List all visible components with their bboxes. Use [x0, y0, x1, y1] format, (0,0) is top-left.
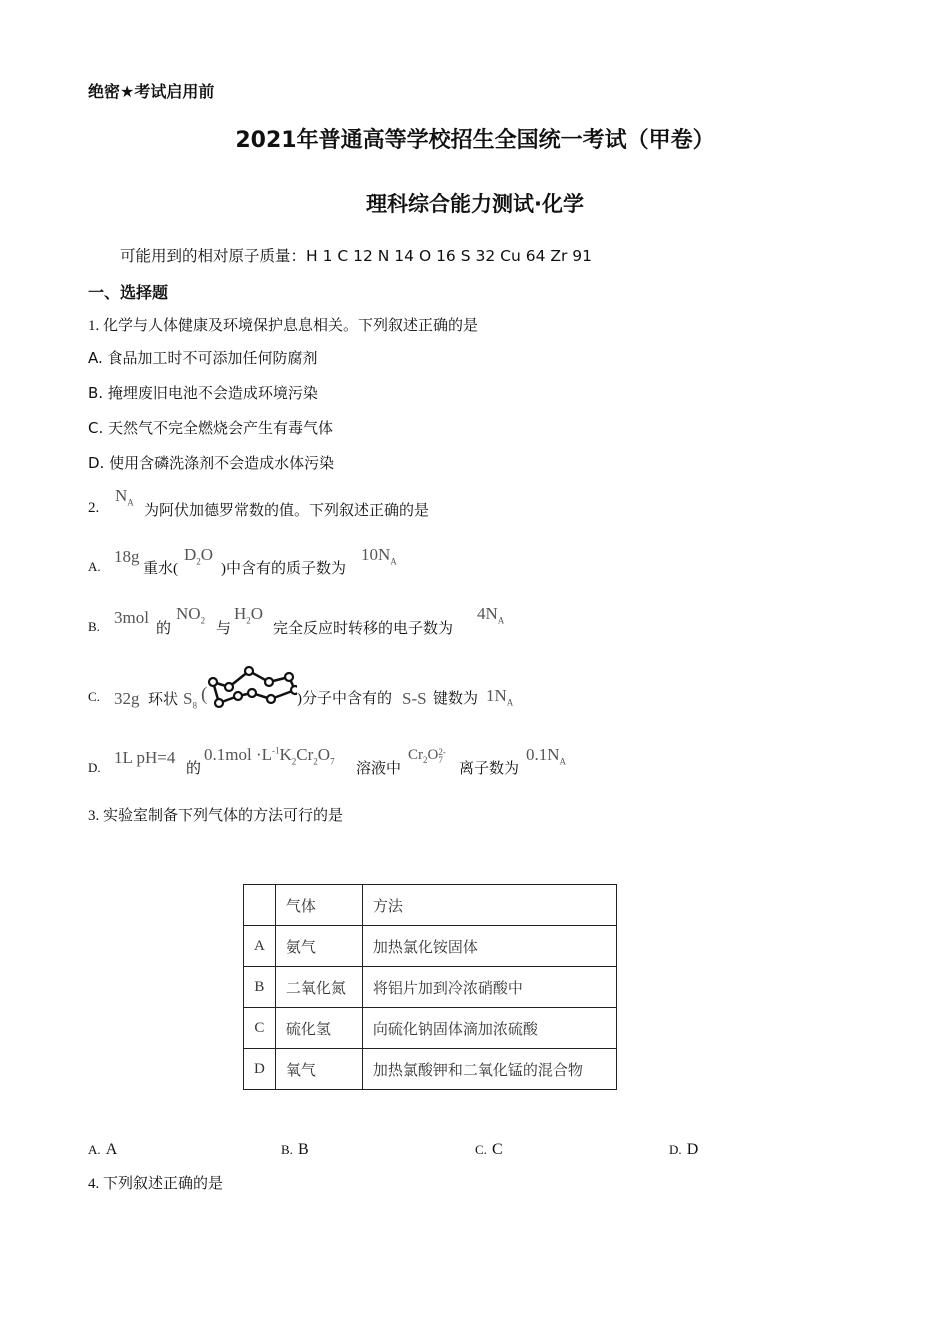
choice-label: C.: [475, 1142, 487, 1157]
q2-d-text3: 离子数为: [459, 761, 520, 777]
choice-value: C: [492, 1141, 503, 1158]
q2-b-text1: 的: [156, 621, 172, 637]
table-cell: 将铝片加到冷浓硝酸中: [362, 967, 616, 1008]
q2-c-text3: )分子中含有的: [297, 691, 392, 707]
q2-option-c-label: C.: [88, 689, 100, 704]
q2-a-d2o: $D_2O$: [184, 545, 214, 567]
secret-label: 绝密★考试启用前: [88, 82, 215, 101]
q2-c-value: $1N_A$: [486, 686, 514, 708]
table-row: [244, 1049, 617, 1090]
q3-stem: 3. 实验室制备下列气体的方法可行的是: [88, 808, 344, 824]
table-cell: 加热氯酸钾和二氧化锰的混合物: [362, 1049, 616, 1090]
exam-title: 2021年普通高等学校招生全国统一考试（甲卷）: [235, 128, 715, 153]
q2-number: 2.: [88, 500, 100, 516]
q2-d-value: $0.1N_A$: [526, 745, 567, 767]
option-label: B.: [88, 384, 104, 402]
q2-stem: 为阿伏加德罗常数的值。下列叙述正确的是: [144, 503, 430, 519]
q2-a-mass: 18g: [114, 547, 140, 566]
q2-c-mass: 32g: [114, 689, 140, 708]
option-text: 掩埋废旧电池不会造成环境污染: [107, 386, 318, 402]
choice-label: B.: [281, 1142, 293, 1157]
table-header-cell: 气体: [275, 885, 362, 926]
q2-b-text3: 完全反应时转移的电子数为: [273, 621, 454, 637]
q1-option-c: [88, 417, 333, 438]
option-label: D.: [88, 454, 105, 472]
q3-choice-c: [475, 1139, 503, 1159]
q2-b-text2: 与: [216, 621, 232, 637]
option-label: A.: [88, 349, 103, 367]
table-header-cell: [244, 885, 276, 926]
q2-b-mol: 3mol: [114, 608, 149, 627]
q2-c-text4: 键数为: [433, 691, 479, 707]
q3-choice-d: [669, 1139, 698, 1159]
q2-d-text2: 溶液中: [356, 761, 402, 777]
q2-d-dichromate-ion: $Cr_2O$ 2- 7: [408, 746, 446, 765]
q2-d-text1: 的: [186, 761, 202, 777]
q2-b-value: $4N_A$: [477, 604, 505, 626]
table-cell: 氨气: [275, 926, 362, 967]
atomic-masses: 可能用到的相对原子质量：H 1 C 12 N 14 O 16 S 32 Cu 64 Zr 91: [120, 247, 593, 265]
q2-a-text2: )中含有的质子数为: [221, 561, 346, 577]
table-cell: 向硫化钠固体滴加浓硫酸: [362, 1008, 616, 1049]
table-cell: D: [244, 1049, 276, 1090]
q1-option-a: [88, 347, 318, 368]
q2-na-symbol: $N_A$: [115, 486, 134, 508]
table-cell: 氧气: [275, 1049, 362, 1090]
q2-option-d-label: D.: [88, 760, 101, 775]
q2-c-s8: $S_8$: [183, 689, 197, 711]
table-row: [244, 967, 617, 1008]
q3-choice-b: [281, 1139, 309, 1159]
gas-prep-table: [243, 884, 617, 1090]
option-text: 使用含磷洗涤剂不会造成水体污染: [109, 456, 335, 472]
q2-b-h2o: $H_2O$: [234, 604, 264, 626]
q1-stem: 1. 化学与人体健康及环境保护息息相关。下列叙述正确的是: [88, 318, 479, 334]
q2-c-open-paren: (: [201, 684, 208, 705]
table-row: [244, 1008, 617, 1049]
q3-choice-a: [88, 1139, 117, 1159]
q2-a-text1: 重水(: [143, 561, 178, 577]
q2-d-concentration: $0.1mol \cdot L^{-1}K_2Cr_2O_7$: [204, 745, 335, 767]
q1-option-b: [88, 382, 318, 403]
section-heading: 一、选择题: [88, 283, 169, 302]
q2-a-value: $10N_A$: [361, 545, 397, 567]
table-cell: C: [244, 1008, 276, 1049]
table-row: [244, 926, 617, 967]
choice-label: A.: [88, 1142, 101, 1157]
choice-value: A: [105, 1141, 118, 1158]
q2-option-b-label: B.: [88, 619, 100, 634]
choice-value: B: [298, 1141, 309, 1158]
q2-b-no2: $NO_2$: [176, 604, 206, 626]
table-cell: 加热氯化铵固体: [362, 926, 616, 967]
option-text: 天然气不完全燃烧会产生有毒气体: [108, 421, 334, 437]
exam-subtitle: 理科综合能力测试·化学: [366, 192, 584, 216]
choice-value: D: [686, 1141, 699, 1158]
q1-option-d: [88, 452, 334, 473]
option-text: 食品加工时不可添加任何防腐剂: [107, 351, 318, 367]
option-label: C.: [88, 419, 104, 437]
table-cell: A: [244, 926, 276, 967]
table-cell: 硫化氢: [275, 1008, 362, 1049]
q2-option-a-label: A.: [88, 559, 101, 574]
table-cell: B: [244, 967, 276, 1008]
table-header-cell: 方法: [362, 885, 616, 926]
choice-label: D.: [669, 1142, 682, 1157]
s8-ring-structure: [207, 663, 297, 711]
table-header-row: [244, 885, 617, 926]
table-cell: 二氧化氮: [275, 967, 362, 1008]
q2-c-text1: 环状: [148, 692, 179, 708]
q2-c-bond: S-S: [402, 689, 427, 708]
q2-d-solution: 1L pH=4: [114, 748, 176, 767]
q4-stem: 4. 下列叙述正确的是: [88, 1176, 224, 1192]
